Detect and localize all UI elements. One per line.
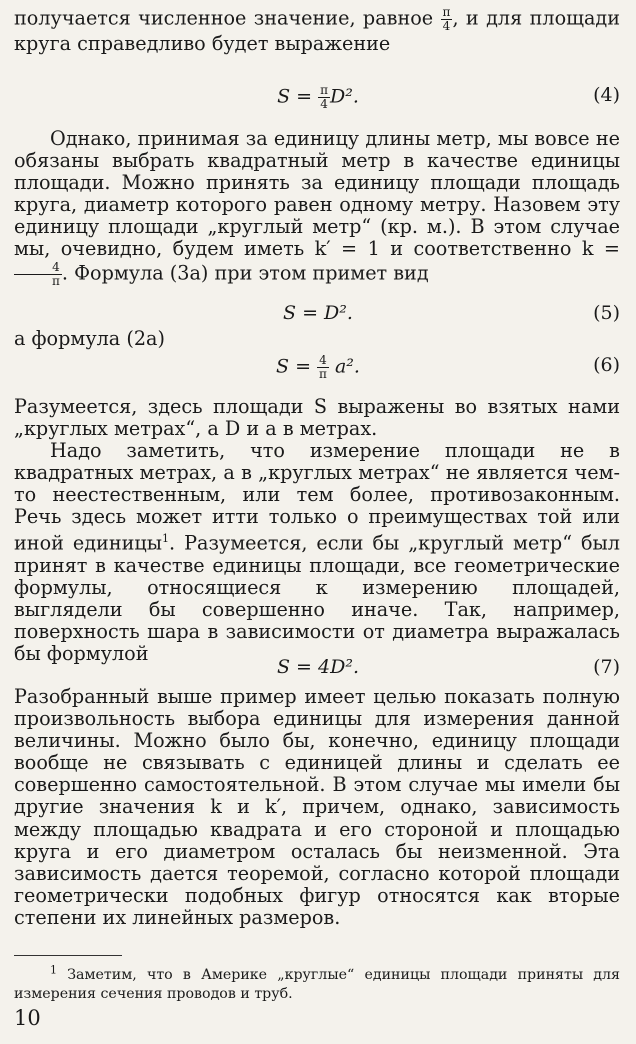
frac-den: π — [319, 367, 327, 381]
equation-7 — [0, 652, 636, 684]
text-span: . Разумеется, если бы „круглый метр“ был принят в качестве единицы площади, все геометрические формулы, относящиеся к измерению площадей, выглядели бы совершенно иначе. Так, например, поверхность шара в зависимости от диаметра выражалась бы формулой — [14, 531, 620, 666]
fraction-4-over-pi — [317, 354, 329, 381]
formula-left: S = — [277, 85, 313, 108]
text-span: . Формула (3а) при этом примет вид — [61, 261, 429, 285]
text-span: Однако, принимая за единицу длины метр, мы вовсе не обязаны выбрать квадратный метр в качестве единицы площади. Можно принять за единицу площади площадь круга, диаметр которого равен одному метру. Назовем эту единицу площади „круглый метр“ (кр. м.). В этом случае мы, очевидно, будем иметь k′ = 1 и соответственно k = — [14, 127, 620, 261]
frac-den: 4 — [442, 19, 451, 33]
footnote-marker: 1 — [50, 963, 57, 976]
footnote-text: Заметим, что в Америке „круглые“ единицы площади приняты для измерения сечения проводов и труб. — [14, 966, 620, 1002]
equation-4 — [0, 80, 636, 112]
paragraph-intro — [14, 6, 620, 55]
frac-num: π — [442, 5, 451, 19]
formula: S = 4D². — [277, 656, 359, 678]
formula-left: S = — [276, 355, 311, 378]
frac-num: 4 — [317, 354, 329, 368]
equation-5 — [0, 298, 636, 330]
equation-number: (6) — [593, 354, 620, 376]
formula — [0, 354, 636, 381]
frac-num: 4 — [14, 261, 62, 275]
frac-den: π — [52, 273, 60, 288]
paragraph-round-meter — [14, 128, 620, 288]
text-span: получается численное значение, равное — [14, 6, 434, 30]
page-number: 10 — [14, 1006, 41, 1030]
fraction-pi-over-4 — [318, 84, 330, 111]
footnote-ref[interactable]: 1 — [162, 532, 170, 546]
formula — [0, 84, 636, 111]
formula: S = D². — [283, 302, 353, 324]
frac-den: 4 — [320, 97, 328, 111]
equation-number: (7) — [593, 656, 620, 678]
paragraph-units: Разумеется, здесь площади S выражены во взятых нами „круглых метрах“, а D и a в метрах. — [14, 395, 620, 441]
footnote — [14, 960, 620, 1004]
formula-right: D². — [330, 85, 359, 108]
text-span: Надо заметить, что измерение площади не в квадратных метрах, а в „круглых метрах“ не является чем-то неестественным, или тем более, противозаконным. Речь здесь может итти только о преимуществах той или иной единицы — [14, 439, 620, 555]
paragraph-example: Разобранный выше пример имеет целью показать полную произвольность выбора единицы для измерения данной величины. Можно было бы, конечно, единицу площади вообще не связывать с единицей длины и сделать ее совершенно самостоятельной. В этом случае мы имели бы другие значения k и k′, причем, однако, зависимость между площадью квадрата и его стороной и площадью круга и его диаметром осталась бы неизменной. Эта зависимость дается теоремой, согласно которой площади геометрически подобных фигур относятся как вторые степени их линейных размеров. — [14, 685, 620, 929]
equation-number: (4) — [593, 84, 620, 106]
equation-6 — [0, 350, 636, 382]
footnote-divider — [14, 955, 122, 956]
fraction-pi-over-4 — [441, 6, 453, 33]
equation-number: (5) — [593, 302, 620, 324]
fraction-4-over-pi — [14, 261, 62, 288]
text-span: , и для площади круга справедливо будет выражение — [14, 6, 620, 55]
paragraph-note — [14, 440, 620, 665]
frac-num: π — [320, 83, 329, 97]
paragraph-formula-2a: а формула (2а) — [14, 327, 165, 350]
formula-right: a². — [334, 355, 360, 378]
